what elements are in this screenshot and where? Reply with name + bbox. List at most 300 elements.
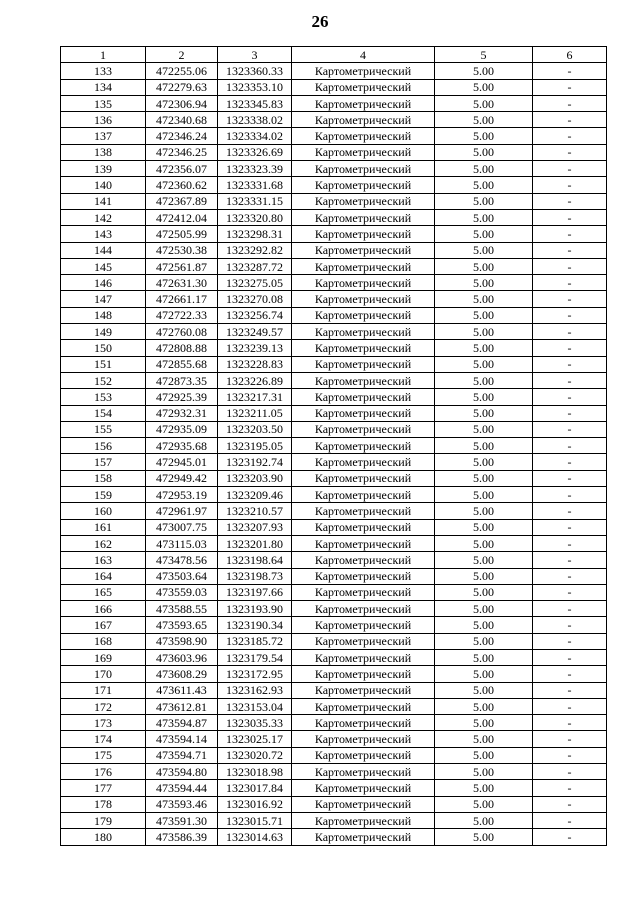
x-coordinate-cell: 472760.08 (146, 324, 218, 340)
method-cell: Картометрический (292, 275, 435, 291)
y-coordinate-cell: 1323179.54 (218, 649, 292, 665)
accuracy-cell: 5.00 (435, 128, 533, 144)
table-row (61, 177, 607, 193)
accuracy-cell: 5.00 (435, 340, 533, 356)
note-cell: - (533, 698, 607, 714)
table-row (61, 95, 607, 111)
method-cell: Картометрический (292, 258, 435, 274)
accuracy-cell: 5.00 (435, 666, 533, 682)
y-coordinate-cell: 1323345.83 (218, 95, 292, 111)
point-number-cell: 170 (61, 666, 146, 682)
table-row (61, 421, 607, 437)
note-cell: - (533, 128, 607, 144)
x-coordinate-cell: 473503.64 (146, 568, 218, 584)
table-row (61, 258, 607, 274)
point-number-cell: 145 (61, 258, 146, 274)
column-header: 6 (533, 47, 607, 63)
table-row (61, 731, 607, 747)
note-cell: - (533, 601, 607, 617)
method-cell: Картометрический (292, 226, 435, 242)
method-cell: Картометрический (292, 682, 435, 698)
accuracy-cell: 5.00 (435, 258, 533, 274)
table-row (61, 275, 607, 291)
y-coordinate-cell: 1323017.84 (218, 780, 292, 796)
table-row (61, 356, 607, 372)
note-cell: - (533, 764, 607, 780)
table-row (61, 454, 607, 470)
accuracy-cell: 5.00 (435, 519, 533, 535)
note-cell: - (533, 161, 607, 177)
accuracy-cell: 5.00 (435, 747, 533, 763)
x-coordinate-cell: 473559.03 (146, 584, 218, 600)
point-number-cell: 155 (61, 421, 146, 437)
note-cell: - (533, 389, 607, 405)
note-cell: - (533, 144, 607, 160)
point-number-cell: 157 (61, 454, 146, 470)
x-coordinate-cell: 472346.25 (146, 144, 218, 160)
accuracy-cell: 5.00 (435, 193, 533, 209)
note-cell: - (533, 275, 607, 291)
point-number-cell: 150 (61, 340, 146, 356)
note-cell: - (533, 535, 607, 551)
point-number-cell: 166 (61, 601, 146, 617)
point-number-cell: 149 (61, 324, 146, 340)
accuracy-cell: 5.00 (435, 144, 533, 160)
note-cell: - (533, 209, 607, 225)
note-cell: - (533, 552, 607, 568)
page-number: 26 (311, 12, 329, 31)
method-cell: Картометрический (292, 209, 435, 225)
point-number-cell: 167 (61, 617, 146, 633)
method-cell: Картометрический (292, 698, 435, 714)
table-row (61, 63, 607, 79)
method-cell: Картометрический (292, 666, 435, 682)
note-cell: - (533, 226, 607, 242)
accuracy-cell: 5.00 (435, 633, 533, 649)
method-cell: Картометрический (292, 780, 435, 796)
x-coordinate-cell: 472505.99 (146, 226, 218, 242)
accuracy-cell: 5.00 (435, 405, 533, 421)
y-coordinate-cell: 1323016.92 (218, 796, 292, 812)
note-cell: - (533, 63, 607, 79)
method-cell: Картометрический (292, 552, 435, 568)
note-cell: - (533, 682, 607, 698)
y-coordinate-cell: 1323211.05 (218, 405, 292, 421)
y-coordinate-cell: 1323153.04 (218, 698, 292, 714)
y-coordinate-cell: 1323275.05 (218, 275, 292, 291)
accuracy-cell: 5.00 (435, 649, 533, 665)
x-coordinate-cell: 472561.87 (146, 258, 218, 274)
point-number-cell: 158 (61, 470, 146, 486)
note-cell: - (533, 829, 607, 845)
x-coordinate-cell: 473591.30 (146, 812, 218, 828)
table-row (61, 519, 607, 535)
y-coordinate-cell: 1323209.46 (218, 487, 292, 503)
y-coordinate-cell: 1323360.33 (218, 63, 292, 79)
y-coordinate-cell: 1323198.64 (218, 552, 292, 568)
x-coordinate-cell: 472855.68 (146, 356, 218, 372)
x-coordinate-cell: 473612.81 (146, 698, 218, 714)
x-coordinate-cell: 473594.14 (146, 731, 218, 747)
note-cell: - (533, 617, 607, 633)
x-coordinate-cell: 473594.87 (146, 715, 218, 731)
point-number-cell: 148 (61, 307, 146, 323)
x-coordinate-cell: 473593.65 (146, 617, 218, 633)
table-row (61, 242, 607, 258)
x-coordinate-cell: 472530.38 (146, 242, 218, 258)
accuracy-cell: 5.00 (435, 764, 533, 780)
note-cell: - (533, 731, 607, 747)
y-coordinate-cell: 1323197.66 (218, 584, 292, 600)
accuracy-cell: 5.00 (435, 112, 533, 128)
method-cell: Картометрический (292, 715, 435, 731)
note-cell: - (533, 307, 607, 323)
x-coordinate-cell: 473594.80 (146, 764, 218, 780)
accuracy-cell: 5.00 (435, 584, 533, 600)
table-row (61, 552, 607, 568)
method-cell: Картометрический (292, 340, 435, 356)
accuracy-cell: 5.00 (435, 503, 533, 519)
note-cell: - (533, 454, 607, 470)
table-row (61, 535, 607, 551)
method-cell: Картометрический (292, 470, 435, 486)
point-number-cell: 179 (61, 812, 146, 828)
note-cell: - (533, 112, 607, 128)
y-coordinate-cell: 1323326.69 (218, 144, 292, 160)
y-coordinate-cell: 1323172.95 (218, 666, 292, 682)
y-coordinate-cell: 1323334.02 (218, 128, 292, 144)
x-coordinate-cell: 472631.30 (146, 275, 218, 291)
point-number-cell: 151 (61, 356, 146, 372)
x-coordinate-cell: 472873.35 (146, 372, 218, 388)
x-coordinate-cell: 472279.63 (146, 79, 218, 95)
table-body (61, 63, 607, 845)
point-number-cell: 138 (61, 144, 146, 160)
point-number-cell: 156 (61, 438, 146, 454)
method-cell: Картометрический (292, 487, 435, 503)
x-coordinate-cell: 473598.90 (146, 633, 218, 649)
point-number-cell: 147 (61, 291, 146, 307)
note-cell: - (533, 747, 607, 763)
note-cell: - (533, 95, 607, 111)
point-number-cell: 162 (61, 535, 146, 551)
note-cell: - (533, 177, 607, 193)
y-coordinate-cell: 1323207.93 (218, 519, 292, 535)
point-number-cell: 164 (61, 568, 146, 584)
y-coordinate-cell: 1323353.10 (218, 79, 292, 95)
table-row (61, 780, 607, 796)
note-cell: - (533, 796, 607, 812)
table-row (61, 764, 607, 780)
x-coordinate-cell: 472961.97 (146, 503, 218, 519)
accuracy-cell: 5.00 (435, 372, 533, 388)
method-cell: Картометрический (292, 812, 435, 828)
accuracy-cell: 5.00 (435, 63, 533, 79)
y-coordinate-cell: 1323201.80 (218, 535, 292, 551)
point-number-cell: 137 (61, 128, 146, 144)
y-coordinate-cell: 1323239.13 (218, 340, 292, 356)
x-coordinate-cell: 472360.62 (146, 177, 218, 193)
accuracy-cell: 5.00 (435, 829, 533, 845)
method-cell: Картометрический (292, 796, 435, 812)
accuracy-cell: 5.00 (435, 812, 533, 828)
accuracy-cell: 5.00 (435, 95, 533, 111)
table-row (61, 715, 607, 731)
method-cell: Картометрический (292, 128, 435, 144)
column-header: 3 (218, 47, 292, 63)
accuracy-cell: 5.00 (435, 568, 533, 584)
x-coordinate-cell: 472945.01 (146, 454, 218, 470)
method-cell: Картометрический (292, 356, 435, 372)
point-number-cell: 160 (61, 503, 146, 519)
accuracy-cell: 5.00 (435, 275, 533, 291)
accuracy-cell: 5.00 (435, 438, 533, 454)
note-cell: - (533, 584, 607, 600)
method-cell: Картометрический (292, 633, 435, 649)
method-cell: Картометрический (292, 601, 435, 617)
accuracy-cell: 5.00 (435, 177, 533, 193)
point-number-cell: 152 (61, 372, 146, 388)
column-header: 4 (292, 47, 435, 63)
y-coordinate-cell: 1323249.57 (218, 324, 292, 340)
method-cell: Картометрический (292, 389, 435, 405)
note-cell: - (533, 649, 607, 665)
note-cell: - (533, 470, 607, 486)
accuracy-cell: 5.00 (435, 291, 533, 307)
point-number-cell: 140 (61, 177, 146, 193)
point-number-cell: 176 (61, 764, 146, 780)
table-row (61, 649, 607, 665)
method-cell: Картометрический (292, 649, 435, 665)
accuracy-cell: 5.00 (435, 487, 533, 503)
table-row (61, 209, 607, 225)
method-cell: Картометрический (292, 79, 435, 95)
accuracy-cell: 5.00 (435, 421, 533, 437)
method-cell: Картометрический (292, 372, 435, 388)
point-number-cell: 134 (61, 79, 146, 95)
y-coordinate-cell: 1323015.71 (218, 812, 292, 828)
accuracy-cell: 5.00 (435, 682, 533, 698)
y-coordinate-cell: 1323270.08 (218, 291, 292, 307)
x-coordinate-cell: 473608.29 (146, 666, 218, 682)
point-number-cell: 161 (61, 519, 146, 535)
point-number-cell: 133 (61, 63, 146, 79)
point-number-cell: 172 (61, 698, 146, 714)
table-row (61, 291, 607, 307)
accuracy-cell: 5.00 (435, 242, 533, 258)
y-coordinate-cell: 1323025.17 (218, 731, 292, 747)
method-cell: Картометрический (292, 144, 435, 160)
method-cell: Картометрический (292, 764, 435, 780)
point-number-cell: 163 (61, 552, 146, 568)
method-cell: Картометрический (292, 568, 435, 584)
point-number-cell: 171 (61, 682, 146, 698)
column-header: 2 (146, 47, 218, 63)
table-row (61, 796, 607, 812)
method-cell: Картометрический (292, 405, 435, 421)
accuracy-cell: 5.00 (435, 698, 533, 714)
note-cell: - (533, 356, 607, 372)
note-cell: - (533, 340, 607, 356)
accuracy-cell: 5.00 (435, 209, 533, 225)
table-row (61, 324, 607, 340)
table-row (61, 372, 607, 388)
x-coordinate-cell: 472925.39 (146, 389, 218, 405)
table-row (61, 438, 607, 454)
point-number-cell: 142 (61, 209, 146, 225)
point-number-cell: 175 (61, 747, 146, 763)
x-coordinate-cell: 472255.06 (146, 63, 218, 79)
y-coordinate-cell: 1323162.93 (218, 682, 292, 698)
y-coordinate-cell: 1323298.31 (218, 226, 292, 242)
table-row (61, 161, 607, 177)
y-coordinate-cell: 1323190.34 (218, 617, 292, 633)
table-row (61, 601, 607, 617)
table-row (61, 666, 607, 682)
x-coordinate-cell: 472722.33 (146, 307, 218, 323)
method-cell: Картометрический (292, 161, 435, 177)
table-row (61, 584, 607, 600)
note-cell: - (533, 291, 607, 307)
point-number-cell: 141 (61, 193, 146, 209)
point-number-cell: 180 (61, 829, 146, 845)
x-coordinate-cell: 473594.71 (146, 747, 218, 763)
note-cell: - (533, 780, 607, 796)
method-cell: Картометрический (292, 535, 435, 551)
table-row (61, 79, 607, 95)
point-number-cell: 168 (61, 633, 146, 649)
point-number-cell: 143 (61, 226, 146, 242)
table-row (61, 389, 607, 405)
x-coordinate-cell: 473611.43 (146, 682, 218, 698)
table-row (61, 307, 607, 323)
point-number-cell: 136 (61, 112, 146, 128)
accuracy-cell: 5.00 (435, 324, 533, 340)
y-coordinate-cell: 1323331.15 (218, 193, 292, 209)
method-cell: Картометрический (292, 503, 435, 519)
method-cell: Картометрический (292, 617, 435, 633)
note-cell: - (533, 242, 607, 258)
point-number-cell: 174 (61, 731, 146, 747)
coordinates-table (60, 46, 607, 846)
accuracy-cell: 5.00 (435, 780, 533, 796)
x-coordinate-cell: 473115.03 (146, 535, 218, 551)
note-cell: - (533, 258, 607, 274)
method-cell: Картометрический (292, 731, 435, 747)
note-cell: - (533, 568, 607, 584)
method-cell: Картометрический (292, 584, 435, 600)
accuracy-cell: 5.00 (435, 307, 533, 323)
table-row (61, 617, 607, 633)
y-coordinate-cell: 1323331.68 (218, 177, 292, 193)
table-row (61, 470, 607, 486)
x-coordinate-cell: 472953.19 (146, 487, 218, 503)
note-cell: - (533, 503, 607, 519)
note-cell: - (533, 79, 607, 95)
x-coordinate-cell: 472949.42 (146, 470, 218, 486)
y-coordinate-cell: 1323226.89 (218, 372, 292, 388)
method-cell: Картометрический (292, 112, 435, 128)
note-cell: - (533, 405, 607, 421)
method-cell: Картометрический (292, 63, 435, 79)
y-coordinate-cell: 1323193.90 (218, 601, 292, 617)
accuracy-cell: 5.00 (435, 617, 533, 633)
note-cell: - (533, 421, 607, 437)
method-cell: Картометрический (292, 242, 435, 258)
note-cell: - (533, 666, 607, 682)
point-number-cell: 165 (61, 584, 146, 600)
accuracy-cell: 5.00 (435, 535, 533, 551)
y-coordinate-cell: 1323228.83 (218, 356, 292, 372)
method-cell: Картометрический (292, 177, 435, 193)
accuracy-cell: 5.00 (435, 389, 533, 405)
y-coordinate-cell: 1323014.63 (218, 829, 292, 845)
x-coordinate-cell: 473478.56 (146, 552, 218, 568)
method-cell: Картометрический (292, 324, 435, 340)
note-cell: - (533, 487, 607, 503)
y-coordinate-cell: 1323292.82 (218, 242, 292, 258)
table-row (61, 812, 607, 828)
x-coordinate-cell: 473586.39 (146, 829, 218, 845)
method-cell: Картометрический (292, 454, 435, 470)
point-number-cell: 154 (61, 405, 146, 421)
table-row (61, 144, 607, 160)
x-coordinate-cell: 472306.94 (146, 95, 218, 111)
point-number-cell: 146 (61, 275, 146, 291)
x-coordinate-cell: 473594.44 (146, 780, 218, 796)
y-coordinate-cell: 1323256.74 (218, 307, 292, 323)
table-row (61, 128, 607, 144)
accuracy-cell: 5.00 (435, 796, 533, 812)
table-row (61, 487, 607, 503)
point-number-cell: 159 (61, 487, 146, 503)
point-number-cell: 153 (61, 389, 146, 405)
y-coordinate-cell: 1323217.31 (218, 389, 292, 405)
table-row (61, 405, 607, 421)
note-cell: - (533, 715, 607, 731)
x-coordinate-cell: 472412.04 (146, 209, 218, 225)
table-row (61, 340, 607, 356)
x-coordinate-cell: 472932.31 (146, 405, 218, 421)
y-coordinate-cell: 1323192.74 (218, 454, 292, 470)
x-coordinate-cell: 473603.96 (146, 649, 218, 665)
x-coordinate-cell: 472340.68 (146, 112, 218, 128)
table-row (61, 503, 607, 519)
x-coordinate-cell: 473588.55 (146, 601, 218, 617)
y-coordinate-cell: 1323210.57 (218, 503, 292, 519)
y-coordinate-cell: 1323287.72 (218, 258, 292, 274)
table-row (61, 682, 607, 698)
point-number-cell: 169 (61, 649, 146, 665)
accuracy-cell: 5.00 (435, 226, 533, 242)
y-coordinate-cell: 1323018.98 (218, 764, 292, 780)
y-coordinate-cell: 1323203.90 (218, 470, 292, 486)
y-coordinate-cell: 1323185.72 (218, 633, 292, 649)
accuracy-cell: 5.00 (435, 601, 533, 617)
method-cell: Картометрический (292, 291, 435, 307)
accuracy-cell: 5.00 (435, 79, 533, 95)
accuracy-cell: 5.00 (435, 161, 533, 177)
table-row (61, 193, 607, 209)
y-coordinate-cell: 1323195.05 (218, 438, 292, 454)
point-number-cell: 139 (61, 161, 146, 177)
x-coordinate-cell: 472356.07 (146, 161, 218, 177)
method-cell: Картометрический (292, 307, 435, 323)
x-coordinate-cell: 472808.88 (146, 340, 218, 356)
y-coordinate-cell: 1323323.39 (218, 161, 292, 177)
method-cell: Картометрический (292, 829, 435, 845)
method-cell: Картометрический (292, 747, 435, 763)
